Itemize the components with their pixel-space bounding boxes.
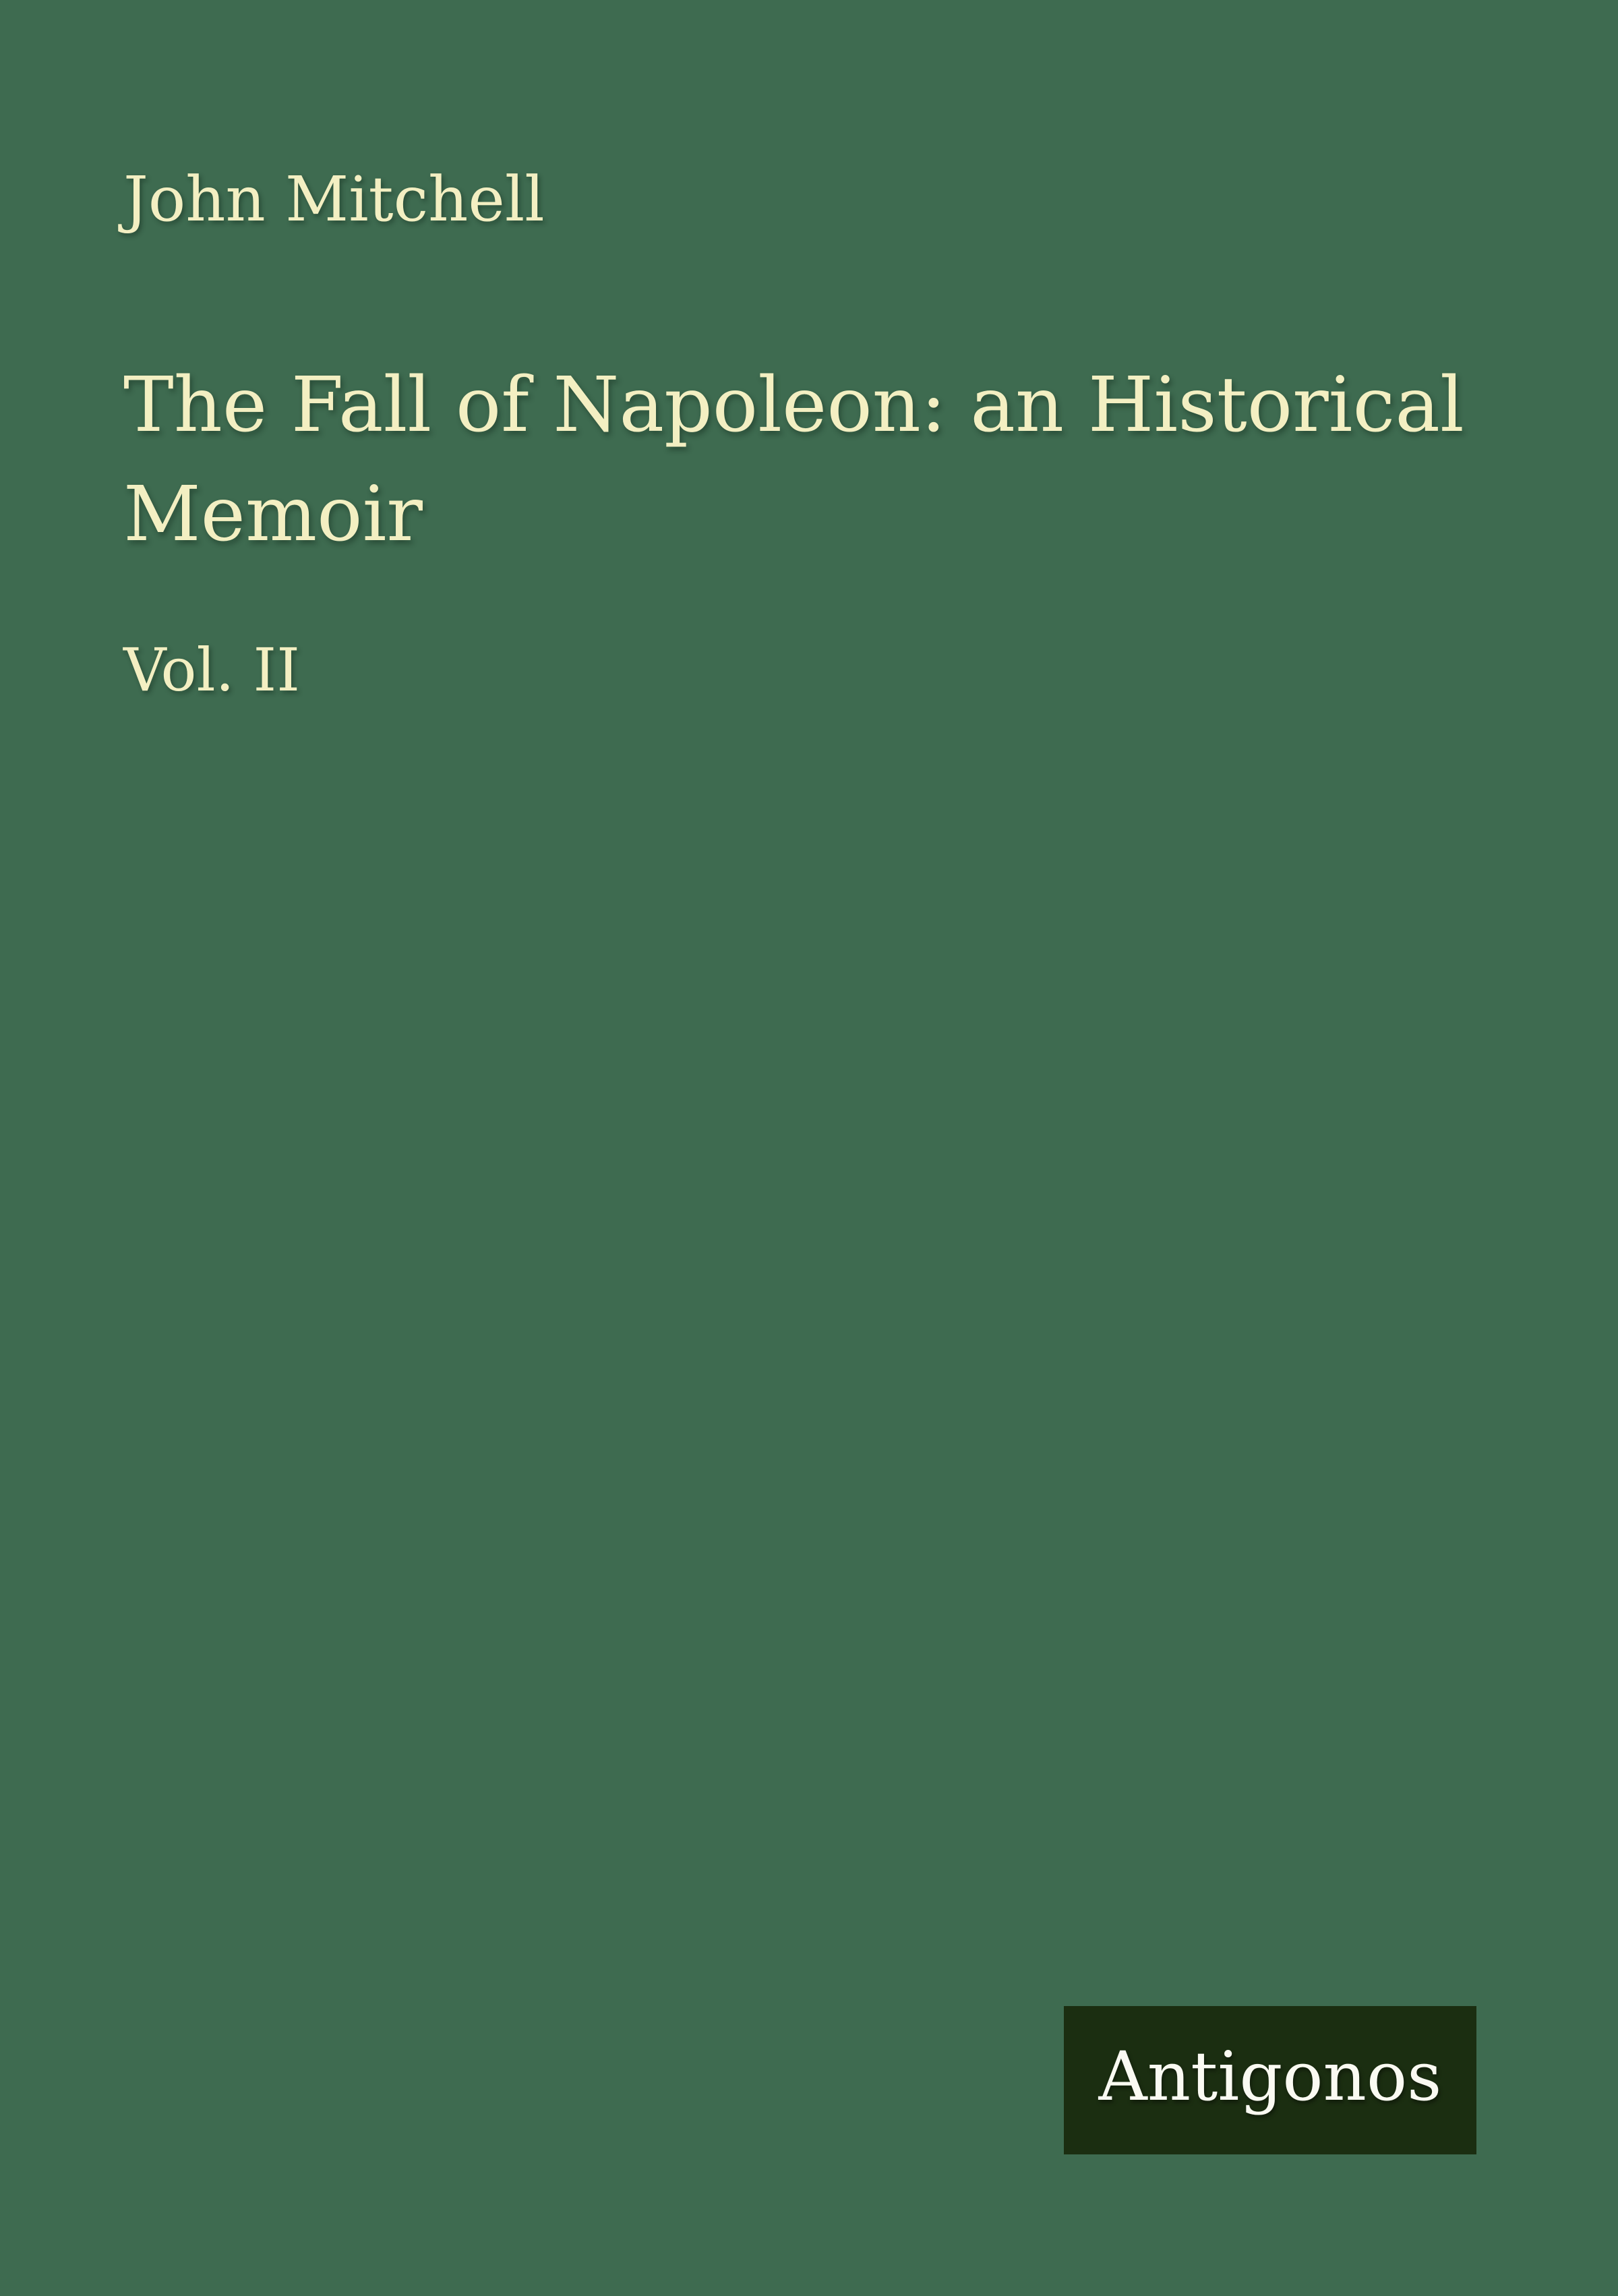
book-title-line-2: Memoir [123,471,423,558]
book-title [123,351,1464,569]
author-name: John Mitchell [123,163,545,235]
publisher-name: Antigonos [1098,2037,1442,2116]
book-title-line-1: The Fall of Napoleon: an Historical [123,361,1464,449]
volume-subtitle: Vol. II [123,635,301,705]
publisher-logo-box [1064,2006,1476,2154]
